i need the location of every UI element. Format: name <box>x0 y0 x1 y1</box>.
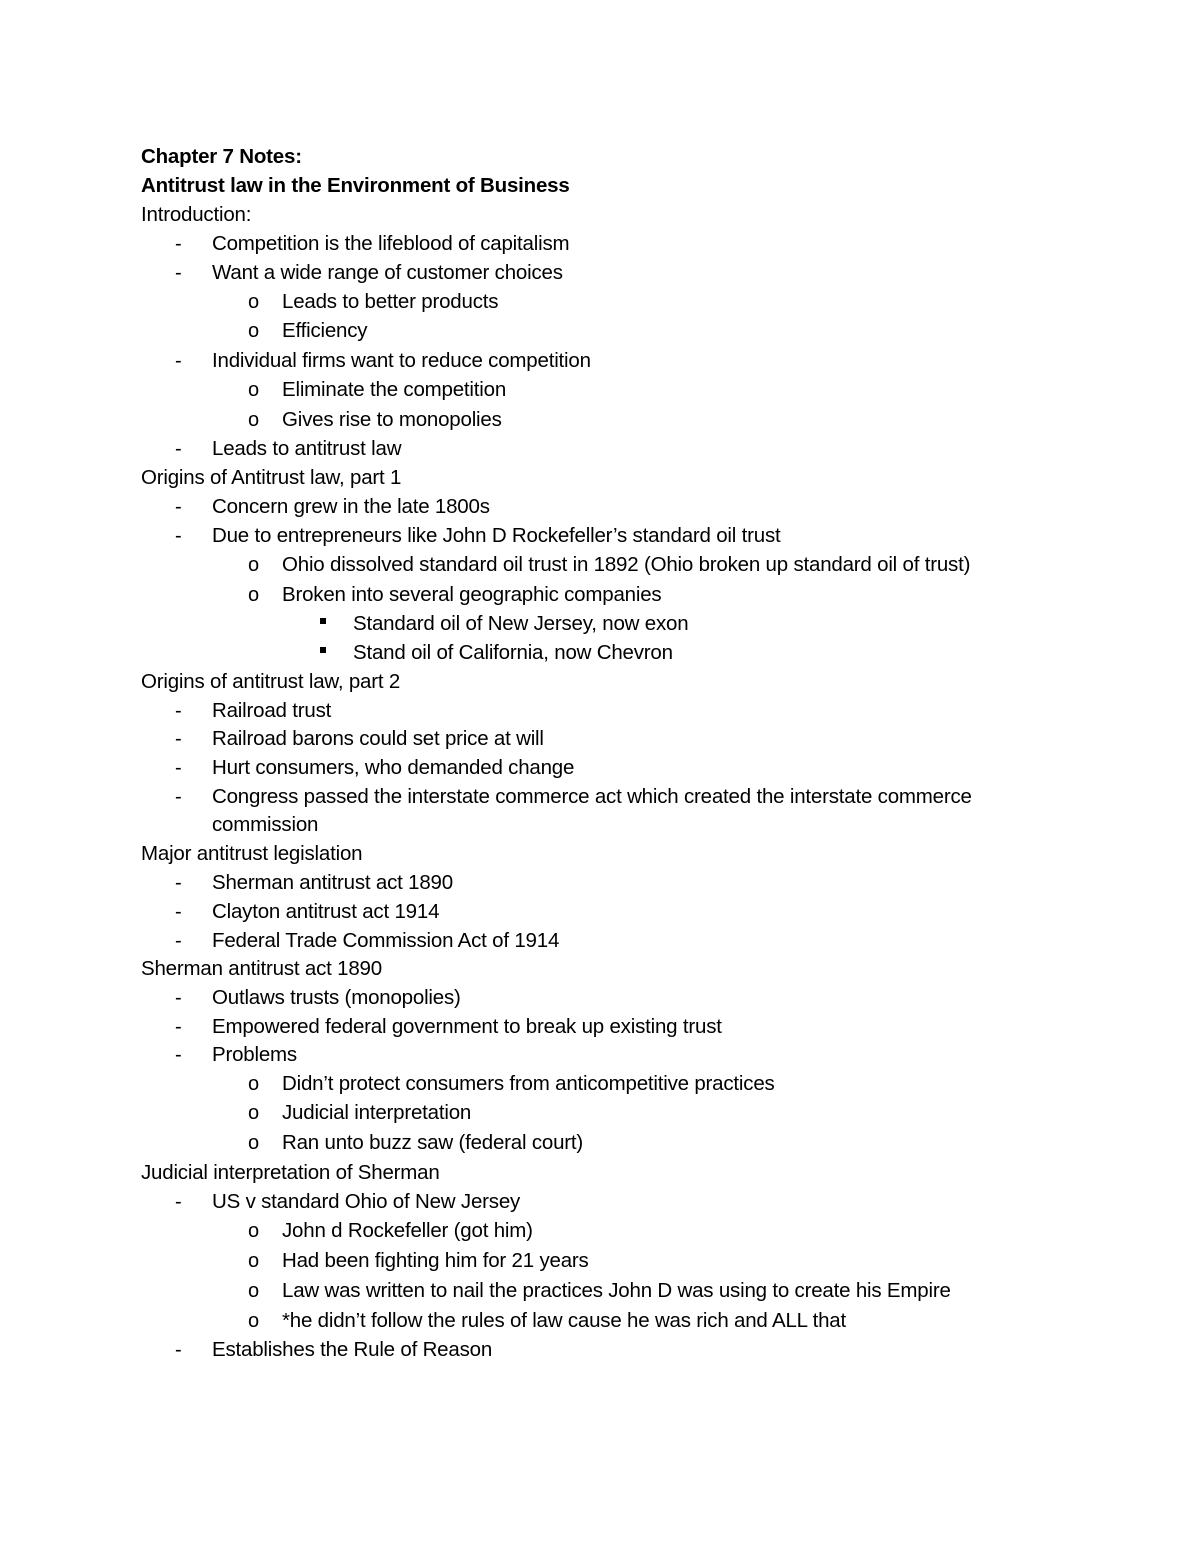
list-item: *he didn’t follow the rules of law cause he was rich and ALL that <box>282 1309 847 1332</box>
list-item-continuation: commission <box>212 813 319 836</box>
circle-bullet-marker: o <box>248 1280 260 1302</box>
list-item: Leads to better products <box>282 290 499 313</box>
dash-bullet-marker: - <box>175 728 182 750</box>
list-item: Sherman antitrust act 1890 <box>212 871 453 894</box>
list-item: Had been fighting him for 21 years <box>282 1249 589 1272</box>
section-heading-introduction: Introduction: <box>141 203 252 226</box>
list-item: Federal Trade Commission Act of 1914 <box>212 929 560 952</box>
dash-bullet-marker: - <box>175 757 182 779</box>
dash-bullet-marker: - <box>175 930 182 952</box>
list-item: Stand oil of California, now Chevron <box>353 641 673 664</box>
list-item: Gives rise to monopolies <box>282 408 502 431</box>
dash-bullet-marker: - <box>175 901 182 923</box>
dash-bullet-marker: - <box>175 872 182 894</box>
circle-bullet-marker: o <box>248 1073 260 1095</box>
list-item: Didn’t protect consumers from anticompetitive practices <box>282 1072 775 1095</box>
circle-bullet-marker: o <box>248 409 260 431</box>
list-item: Concern grew in the late 1800s <box>212 495 490 518</box>
section-heading-origins-part-1: Origins of Antitrust law, part 1 <box>141 466 402 489</box>
list-item: John d Rockefeller (got him) <box>282 1219 533 1242</box>
circle-bullet-marker: o <box>248 379 260 401</box>
dash-bullet-marker: - <box>175 233 182 255</box>
circle-bullet-marker: o <box>248 320 260 342</box>
circle-bullet-marker: o <box>248 1220 260 1242</box>
dash-bullet-marker: - <box>175 1191 182 1213</box>
list-item: Establishes the Rule of Reason <box>212 1338 493 1361</box>
dash-bullet-marker: - <box>175 700 182 722</box>
dash-bullet-marker: - <box>175 987 182 1009</box>
list-item: Judicial interpretation <box>282 1101 472 1124</box>
list-item: Leads to antitrust law <box>212 437 402 460</box>
circle-bullet-marker: o <box>248 291 260 313</box>
list-item: Efficiency <box>282 319 368 342</box>
list-item: Outlaws trusts (monopolies) <box>212 986 461 1009</box>
section-heading-major-legislation: Major antitrust legislation <box>141 842 363 865</box>
page-title: Chapter 7 Notes: <box>141 145 302 168</box>
list-item: Broken into several geographic companies <box>282 583 662 606</box>
list-item: Law was written to nail the practices John D was using to create his Empire <box>282 1279 951 1302</box>
list-item: Railroad trust <box>212 699 332 722</box>
list-item: Hurt consumers, who demanded change <box>212 756 575 779</box>
section-heading-judicial-interpretation: Judicial interpretation of Sherman <box>141 1161 440 1184</box>
circle-bullet-marker: o <box>248 1310 260 1332</box>
dash-bullet-marker: - <box>175 1339 182 1361</box>
dash-bullet-marker: - <box>175 350 182 372</box>
list-item: Standard oil of New Jersey, now exon <box>353 612 689 635</box>
dash-bullet-marker: - <box>175 1044 182 1066</box>
circle-bullet-marker: o <box>248 1132 260 1154</box>
list-item: Empowered federal government to break up existing trust <box>212 1015 722 1038</box>
dash-bullet-marker: - <box>175 262 182 284</box>
list-item: Competition is the lifeblood of capitalism <box>212 232 570 255</box>
list-item: Eliminate the competition <box>282 378 507 401</box>
list-item: Ohio dissolved standard oil trust in 1892 (Ohio broken up standard oil of trust) <box>282 553 971 576</box>
list-item: US v standard Ohio of New Jersey <box>212 1190 521 1213</box>
dash-bullet-marker: - <box>175 525 182 547</box>
list-item: Clayton antitrust act 1914 <box>212 900 440 923</box>
list-item: Railroad barons could set price at will <box>212 727 544 750</box>
list-item: Want a wide range of customer choices <box>212 261 563 284</box>
list-item: Ran unto buzz saw (federal court) <box>282 1131 584 1154</box>
circle-bullet-marker: o <box>248 1102 260 1124</box>
dash-bullet-marker: - <box>175 496 182 518</box>
section-heading-sherman-act: Sherman antitrust act 1890 <box>141 957 382 980</box>
list-item: Due to entrepreneurs like John D Rockefeller’s standard oil trust <box>212 524 781 547</box>
square-bullet-icon <box>320 618 326 624</box>
square-bullet-icon <box>320 647 326 653</box>
dash-bullet-marker: - <box>175 438 182 460</box>
dash-bullet-marker: - <box>175 1016 182 1038</box>
dash-bullet-marker: - <box>175 786 182 808</box>
page-subtitle: Antitrust law in the Environment of Business <box>141 174 570 197</box>
circle-bullet-marker: o <box>248 584 260 606</box>
list-item: Individual firms want to reduce competition <box>212 349 591 372</box>
section-heading-origins-part-2: Origins of antitrust law, part 2 <box>141 670 401 693</box>
list-item: Congress passed the interstate commerce act which created the interstate commerce <box>212 785 972 808</box>
list-item: Problems <box>212 1043 297 1066</box>
circle-bullet-marker: o <box>248 554 260 576</box>
circle-bullet-marker: o <box>248 1250 260 1272</box>
